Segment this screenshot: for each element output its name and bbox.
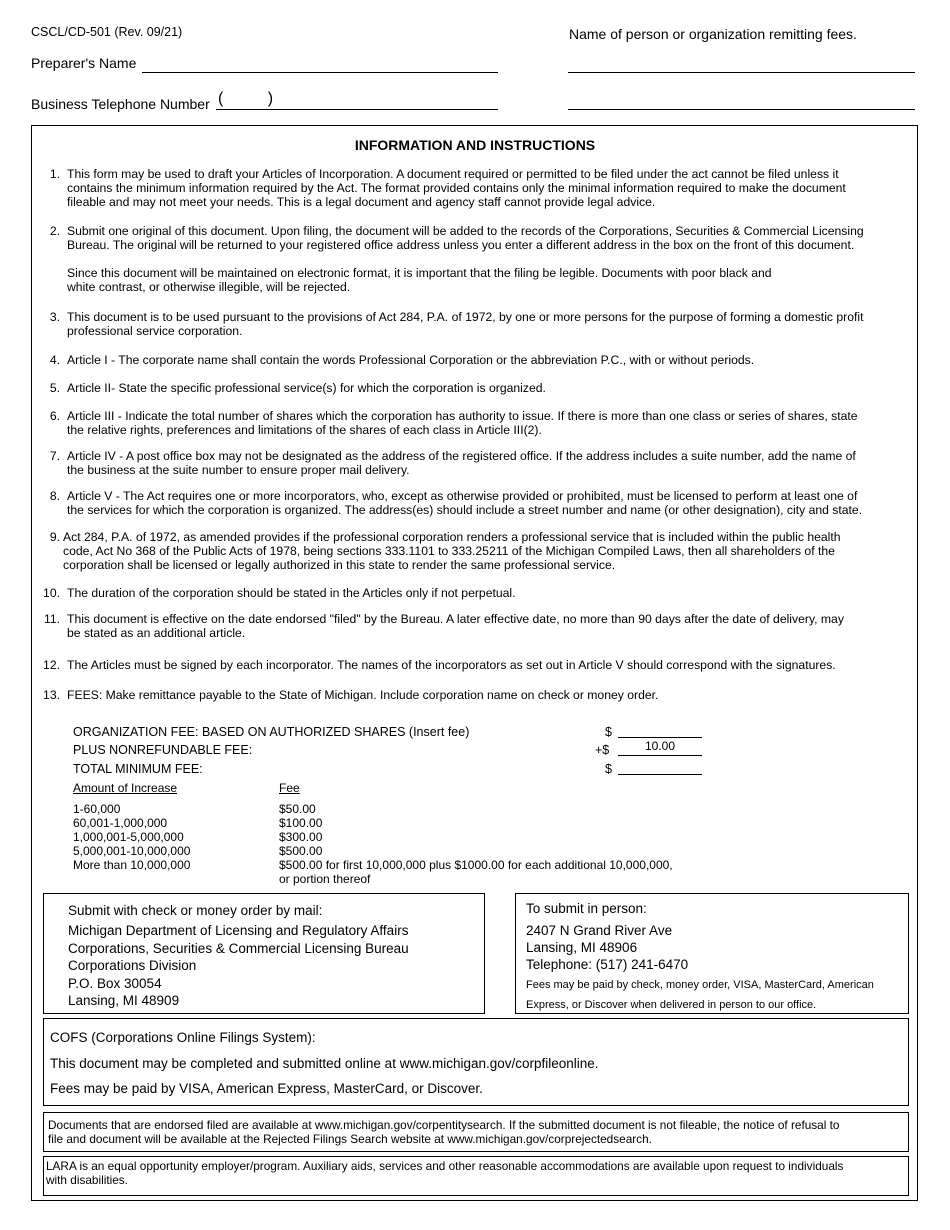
fee-table-amount: 60,001-1,000,000	[73, 816, 168, 830]
instruction-number: 11.	[43, 612, 60, 626]
mail-address-line: Corporations Division	[68, 958, 197, 973]
mail-address-line: Michigan Department of Licensing and Regulatory Affairs	[68, 923, 409, 938]
instruction-number: 2.	[49, 224, 60, 238]
nonref-fee-symbol: +$	[595, 743, 610, 757]
preparer-name-field[interactable]	[142, 72, 498, 73]
in-person-heading: To submit in person:	[526, 901, 647, 916]
instruction-text: This document is to be used pursuant to the provisions of Act 284, P.A. of 1972, by one or more persons for the purpose of forming a domestic profit professional service corporation.	[67, 310, 864, 338]
instruction-number: 7.	[49, 449, 60, 463]
nonref-fee-label: PLUS NONREFUNDABLE FEE:	[73, 743, 253, 757]
fee-table-header-fee: Fee	[279, 781, 300, 795]
in-person-address-line: 2407 N Grand River Ave	[526, 923, 673, 938]
phone-field[interactable]	[216, 109, 498, 110]
in-person-note-1: Fees may be paid by check, money order, VISA, MasterCard, American	[526, 979, 874, 991]
phone-parens: ( )	[218, 90, 274, 107]
instruction-text: Submit one original of this document. Upon filing, the document will be added to the records of the Corporations, Securities & Commercial Licensing Bureau. The original will be returned to your registered office address unless you enter a different address in the box on the front of this document.	[67, 224, 864, 252]
instructions-title: INFORMATION AND INSTRUCTIONS	[354, 137, 596, 153]
instruction-number: 13.	[43, 688, 60, 702]
fee-table-fee: $100.00	[279, 816, 323, 830]
instruction-text: The Articles must be signed by each incorporator. The names of the incorporators as set out in Article V should correspond with the signatures.	[67, 658, 836, 672]
fee-table-amount: 5,000,001-10,000,000	[73, 844, 191, 858]
instruction-number: 9.	[49, 530, 60, 544]
instruction-text: Act 284, P.A. of 1972, as amended provides if the professional corporation renders a professional service that is included within the public health code, Act No 368 of the Public Acts of 1978, being sections 333.1101 to 333.25211 of the Michigan Compiled Laws, then all shareholders of the corporation shall be licensed or legally authorized in this state to render the same professional service.	[63, 530, 841, 572]
remitter-name-field-1[interactable]	[568, 72, 915, 73]
mail-box-heading: Submit with check or money order by mail:	[68, 903, 323, 918]
phone-label: Business Telephone Number	[31, 96, 210, 112]
fee-table-fee: $500.00 for first 10,000,000 plus $1000.00 for each additional 10,000,000, or portion thereof	[279, 858, 673, 886]
form-id: CSCL/CD-501 (Rev. 09/21)	[31, 25, 183, 39]
instruction-number: 1.	[49, 167, 60, 181]
org-fee-field[interactable]	[618, 737, 702, 738]
endorsed-text: Documents that are endorsed filed are available at www.michigan.gov/corpentitysearch. If the submitted document is not fileable, the notice of refusal to file and document will be available at the Rejected Filings Search website at www.michigan.gov/corprejectedsearch.	[48, 1118, 840, 1146]
mail-address-line: P.O. Box 30054	[68, 975, 162, 991]
instruction-number: 3.	[49, 310, 60, 324]
in-person-note-2: Express, or Discover when delivered in person to our office.	[526, 999, 817, 1011]
nonref-fee-line	[618, 755, 702, 756]
fee-table-amount: 1-60,000	[73, 802, 121, 816]
fee-table-fee: $300.00	[279, 830, 323, 844]
instruction-text: This document is effective on the date endorsed "filed" by the Bureau. A later effective date, no more than 90 days after the date of delivery, may be stated as an additional article.	[67, 612, 844, 640]
preparer-name-label: Preparer's Name	[31, 55, 137, 71]
cofs-line-2: Fees may be paid by VISA, American Express, MasterCard, or Discover.	[50, 1081, 483, 1096]
instruction-text: Article II- State the specific professional service(s) for which the corporation is organized.	[67, 381, 546, 395]
in-person-address-line: Lansing, MI 48906	[526, 940, 638, 955]
instruction-text: Article III - Indicate the total number of shares which the corporation has authority to issue. If there is more than one class or series of shares, state the relative rights, preferences and limitations of the shares of each class in Article III(2).	[67, 409, 858, 437]
total-fee-symbol: $	[605, 762, 612, 776]
remitter-label: Name of person or organization remitting fees.	[569, 26, 857, 42]
cofs-line-1: This document may be completed and submitted online at www.michigan.gov/corpfileonline.	[50, 1056, 599, 1071]
instruction-text: Article IV - A post office box may not be designated as the address of the registered office. If the address includes a suite number, add the name of the business at the suite number to ensure proper mail delivery.	[67, 449, 856, 477]
fee-table-fee: $500.00	[279, 844, 323, 858]
instruction-number: 10.	[43, 586, 60, 600]
instruction-number: 6.	[49, 409, 60, 423]
fee-table-header-amount: Amount of Increase	[73, 781, 178, 795]
total-fee-field[interactable]	[618, 774, 702, 775]
instruction-text: Article V - The Act requires one or more incorporators, who, except as otherwise provided or prohibited, must be licensed to perform at least one of the services for which the corporation is organized. The address(es) should include a street number and name (or other designation), city and state.	[67, 489, 863, 517]
cofs-heading: COFS (Corporations Online Filings System):	[50, 1030, 316, 1045]
instruction-text: Article I - The corporate name shall contain the words Professional Corporation or the abbreviation P.C., with or without periods.	[67, 353, 755, 367]
mail-address-line: Lansing, MI 48909	[68, 993, 180, 1008]
fee-table-amount: 1,000,001-5,000,000	[73, 830, 184, 844]
instruction-text: FEES: Make remittance payable to the State of Michigan. Include corporation name on check or money order.	[67, 688, 659, 702]
total-fee-label: TOTAL MINIMUM FEE:	[73, 762, 203, 776]
remitter-name-field-2[interactable]	[568, 109, 915, 110]
org-fee-symbol: $	[605, 725, 612, 739]
instruction-text: This form may be used to draft your Articles of Incorporation. A document required or permitted to be filed under the act cannot be filed unless it contains the minimum information required by the Act. The format provided contains only the minimal information required to make the document fileable and may not meet your needs. This is a legal document and agency staff cannot provide legal advice.	[67, 167, 846, 209]
instruction-number: 12.	[43, 658, 60, 672]
fee-table-amount: More than 10,000,000	[73, 858, 191, 872]
instruction-number: 8.	[49, 489, 60, 503]
org-fee-label: ORGANIZATION FEE: BASED ON AUTHORIZED SHARES (Insert fee)	[73, 725, 470, 739]
instruction-text: Since this document will be maintained on electronic format, it is important that the filing be legible. Documents with poor black and white contrast, or otherwise illegible, will be rejected.	[67, 266, 772, 294]
fee-table-fee: $50.00	[279, 802, 316, 816]
mail-address-line: Corporations, Securities & Commercial Licensing Bureau	[68, 940, 409, 956]
in-person-address-line: Telephone: (517) 241-6470	[526, 957, 689, 972]
nonref-fee-value: 10.00	[644, 739, 676, 753]
instruction-number: 4.	[49, 353, 60, 367]
instruction-number: 5.	[49, 381, 60, 395]
instruction-text: The duration of the corporation should be stated in the Articles only if not perpetual.	[67, 586, 516, 600]
lara-text: LARA is an equal opportunity employer/program. Auxiliary aids, services and other reasonable accommodations are available upon request to individuals with disabilities.	[46, 1159, 844, 1187]
